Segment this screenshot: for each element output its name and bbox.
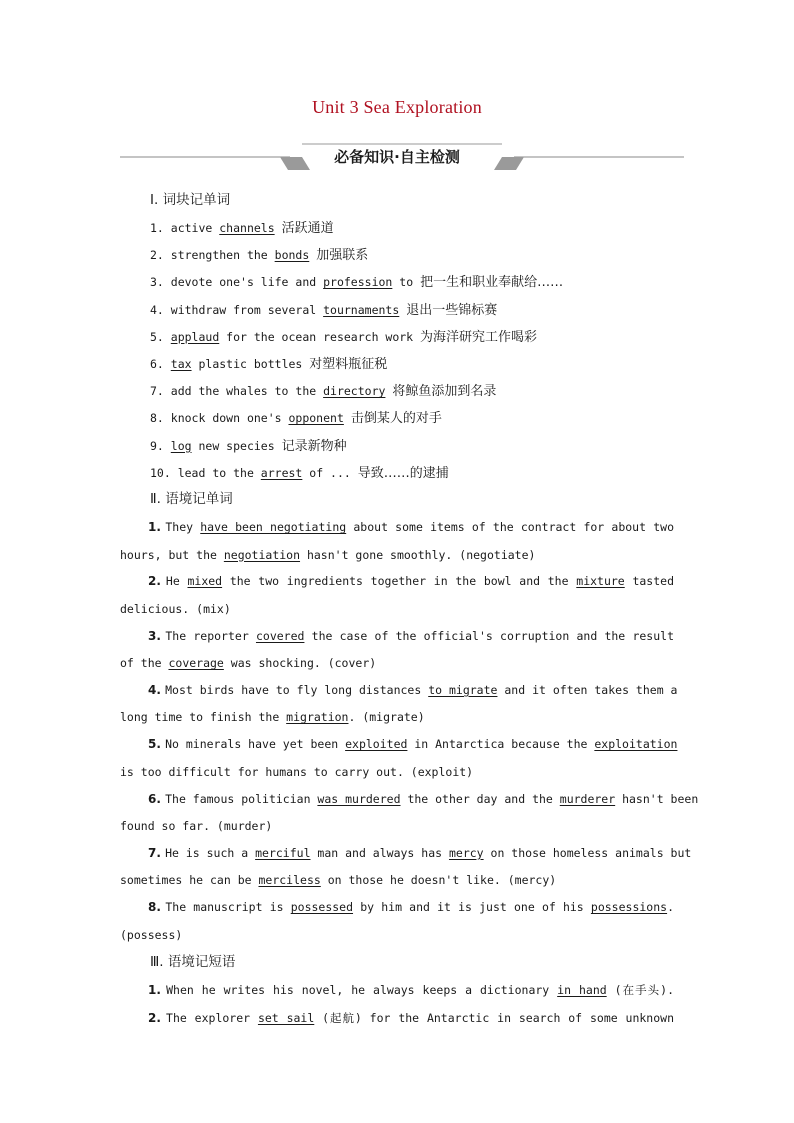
- item-number: 6.: [148, 791, 166, 806]
- chinese-meaning: 导致……的逮捕: [357, 465, 449, 481]
- answer-phrase: in hand: [557, 983, 607, 997]
- sentence-text: sometimes he can be: [120, 873, 259, 888]
- answer-word: bonds: [274, 248, 310, 263]
- item-number: 1.: [150, 221, 171, 235]
- sentence-line: [120, 928, 794, 942]
- section1-heading: Ⅰ. 词块记单词: [150, 192, 231, 208]
- item-number: 1.: [148, 983, 167, 997]
- item-number: 4.: [150, 302, 171, 317]
- sentence-text: and it often takes them a: [497, 682, 678, 697]
- banner-title: 必备知识·自主检测: [334, 148, 460, 166]
- answer-word: exploited: [345, 737, 408, 752]
- sentence-text: of the: [120, 656, 169, 671]
- phrase-text: withdraw from several: [170, 302, 324, 317]
- phrase-text: active: [170, 221, 220, 235]
- item-number: 1.: [148, 520, 166, 534]
- vocab-item: [150, 439, 794, 454]
- item-number: 2.: [148, 1011, 167, 1025]
- sentence-line: [148, 791, 699, 806]
- sentence-text: about some items of the contract for about two: [346, 520, 674, 534]
- item-number: 5.: [148, 737, 166, 752]
- phrase-text: for the ocean research work: [219, 329, 421, 344]
- answer-word: covered: [255, 628, 305, 643]
- vocab-item: [150, 248, 794, 263]
- answer-word: log: [170, 438, 192, 453]
- phrase-text: plastic bottles: [191, 357, 310, 371]
- answer-word: arrest: [260, 465, 303, 480]
- sentence-line: [148, 737, 678, 752]
- item-number: 3.: [148, 628, 166, 643]
- sentence-text: No minerals have yet been: [165, 737, 346, 752]
- item-number: 8.: [150, 411, 171, 426]
- phrase-text: of ...: [302, 465, 358, 480]
- sentence-line: [148, 900, 674, 914]
- sentence-line: [120, 819, 794, 833]
- sentence-line: [120, 765, 794, 779]
- sentence-text: hasn't been: [615, 791, 699, 806]
- phrase-text: add the whales to the: [170, 384, 324, 399]
- chinese-meaning: 对塑料瓶征税: [309, 357, 388, 372]
- sentence-text: by him and it is just one of his: [353, 900, 591, 915]
- answer-word: mixture: [576, 574, 625, 589]
- chinese-meaning: 活跃通道: [281, 221, 334, 236]
- section3-heading: Ⅲ. 语境记短语: [150, 954, 236, 970]
- chinese-meaning: 击倒某人的对手: [350, 411, 442, 427]
- sentence-text: . (migrate): [348, 710, 425, 725]
- vocab-item: [150, 466, 794, 481]
- chinese-meaning: 将鲸鱼添加到名录: [392, 384, 497, 400]
- chinese-meaning: 记录新物种: [281, 438, 347, 454]
- answer-word: mercy: [448, 845, 484, 860]
- sentence-text: He: [165, 574, 188, 589]
- answer-word: applaud: [170, 329, 220, 344]
- item-number: 6.: [150, 357, 171, 371]
- chinese-meaning: 退出一些锦标赛: [406, 302, 498, 318]
- item-number: 7.: [148, 845, 166, 860]
- vocab-item: [150, 357, 794, 372]
- sentence-line: [120, 548, 794, 562]
- item-number: 7.: [150, 384, 171, 399]
- sentence-text: hasn't gone smoothly. (negotiate): [300, 547, 536, 562]
- answer-word: migration: [286, 710, 349, 725]
- sentence-text: (在手头).: [606, 983, 674, 997]
- phrase-text: devote one's life and: [170, 275, 324, 290]
- phrase-text: strengthen the: [170, 248, 275, 263]
- vocab-item: [150, 303, 794, 318]
- answer-word: profession: [323, 275, 393, 290]
- answer-word: mixed: [187, 574, 223, 589]
- phrase-text: [275, 221, 282, 235]
- sentence-text: on those he doesn't like. (mercy): [320, 873, 557, 888]
- answer-phrase: set sail: [257, 1011, 315, 1025]
- answer-word: to migrate: [428, 682, 498, 697]
- sentence-line: [120, 710, 794, 724]
- sentence-text: .: [667, 900, 675, 915]
- page-title: Unit 3 Sea Exploration: [312, 97, 482, 117]
- vocab-item: [150, 330, 794, 345]
- vocab-item: [150, 411, 794, 426]
- sentence-text: The famous politician: [165, 791, 318, 806]
- section2-heading: Ⅱ. 语境记单词: [150, 491, 233, 507]
- phrase-text: lead to the: [177, 465, 261, 480]
- answer-word: merciless: [258, 873, 321, 888]
- answer-word: murderer: [559, 791, 616, 806]
- phrase-sentence: [148, 983, 674, 997]
- sentence-line: [148, 845, 692, 860]
- sentence-text: man and always has: [310, 845, 449, 860]
- item-number: 3.: [150, 275, 171, 290]
- answer-word: coverage: [168, 656, 224, 671]
- sentence-text: the other day and the: [400, 791, 560, 806]
- sentence-text: When he writes his novel, he always keeps a dictionary: [166, 983, 558, 997]
- sentence-line: [148, 629, 674, 643]
- answer-word: channels: [219, 221, 275, 235]
- sentence-text: The explorer: [166, 1011, 258, 1025]
- phrase-text: to: [392, 275, 421, 290]
- sentence-text: (起航) for the Antarctic in search of some unknown: [314, 1011, 674, 1025]
- sentence-text: hours, but the: [120, 547, 224, 562]
- answer-word: negotiation: [223, 547, 301, 562]
- item-number: 8.: [148, 900, 166, 915]
- sentence-text: the two ingredients together in the bowl and the: [222, 574, 577, 589]
- item-number: 2.: [148, 574, 166, 589]
- sentence-text: is too difficult for humans to carry out. (exploit): [120, 764, 474, 779]
- sentence-text: The reporter: [165, 628, 256, 643]
- sentence-line: [120, 873, 794, 887]
- item-number: 10.: [150, 465, 178, 480]
- answer-word: merciful: [255, 845, 311, 860]
- answer-word: exploitation: [594, 737, 678, 752]
- chinese-meaning: 为海洋研究工作喝彩: [420, 329, 538, 345]
- sentence-text: tasted: [624, 574, 674, 589]
- sentence-text: in Antarctica because the: [407, 737, 595, 752]
- phrase-text: new species: [191, 438, 282, 453]
- item-number: 9.: [150, 438, 171, 453]
- sentence-text: delicious. (mix): [120, 601, 231, 616]
- answer-word: opponent: [288, 411, 344, 426]
- sentence-text: on those homeless animals but: [483, 845, 692, 860]
- answer-word: directory: [323, 384, 386, 399]
- sentence-text: was shocking. (cover): [223, 656, 377, 671]
- sentence-text: Most birds have to fly long distances: [165, 682, 429, 697]
- vocab-item: [150, 275, 794, 290]
- sentence-line: [120, 656, 794, 670]
- answer-word: possessions: [590, 900, 668, 915]
- answer-word: was murdered: [317, 791, 401, 806]
- sentence-text: (possess): [120, 927, 183, 942]
- vocab-item: [150, 384, 794, 399]
- sentence-line: [148, 682, 678, 697]
- item-number: 2.: [150, 248, 171, 263]
- answer-word: tax: [170, 357, 192, 371]
- chinese-meaning: 加强联系: [316, 248, 369, 264]
- sentence-text: The manuscript is: [165, 900, 291, 915]
- vocab-item: [150, 221, 794, 236]
- phrase-text: [344, 411, 351, 425]
- phrase-text: knock down one's: [170, 411, 289, 426]
- phrase-sentence: [148, 1011, 674, 1025]
- item-number: 5.: [150, 329, 171, 344]
- answer-word: have been negotiating: [200, 520, 347, 534]
- answer-word: tournaments: [323, 302, 400, 317]
- sentence-text: He is such a: [165, 845, 256, 860]
- sentence-line: [148, 574, 674, 588]
- chinese-meaning: 把一生和职业奉献给……: [420, 275, 564, 291]
- sentence-text: the case of the official's corruption and the result: [304, 628, 674, 643]
- sentence-text: found so far. (murder): [120, 819, 273, 833]
- sentence-text: They: [165, 520, 201, 534]
- sentence-text: long time to finish the: [120, 710, 287, 725]
- answer-word: possessed: [290, 900, 354, 915]
- sentence-line: [148, 520, 674, 534]
- item-number: 4.: [148, 682, 166, 697]
- sentence-line: [120, 602, 794, 616]
